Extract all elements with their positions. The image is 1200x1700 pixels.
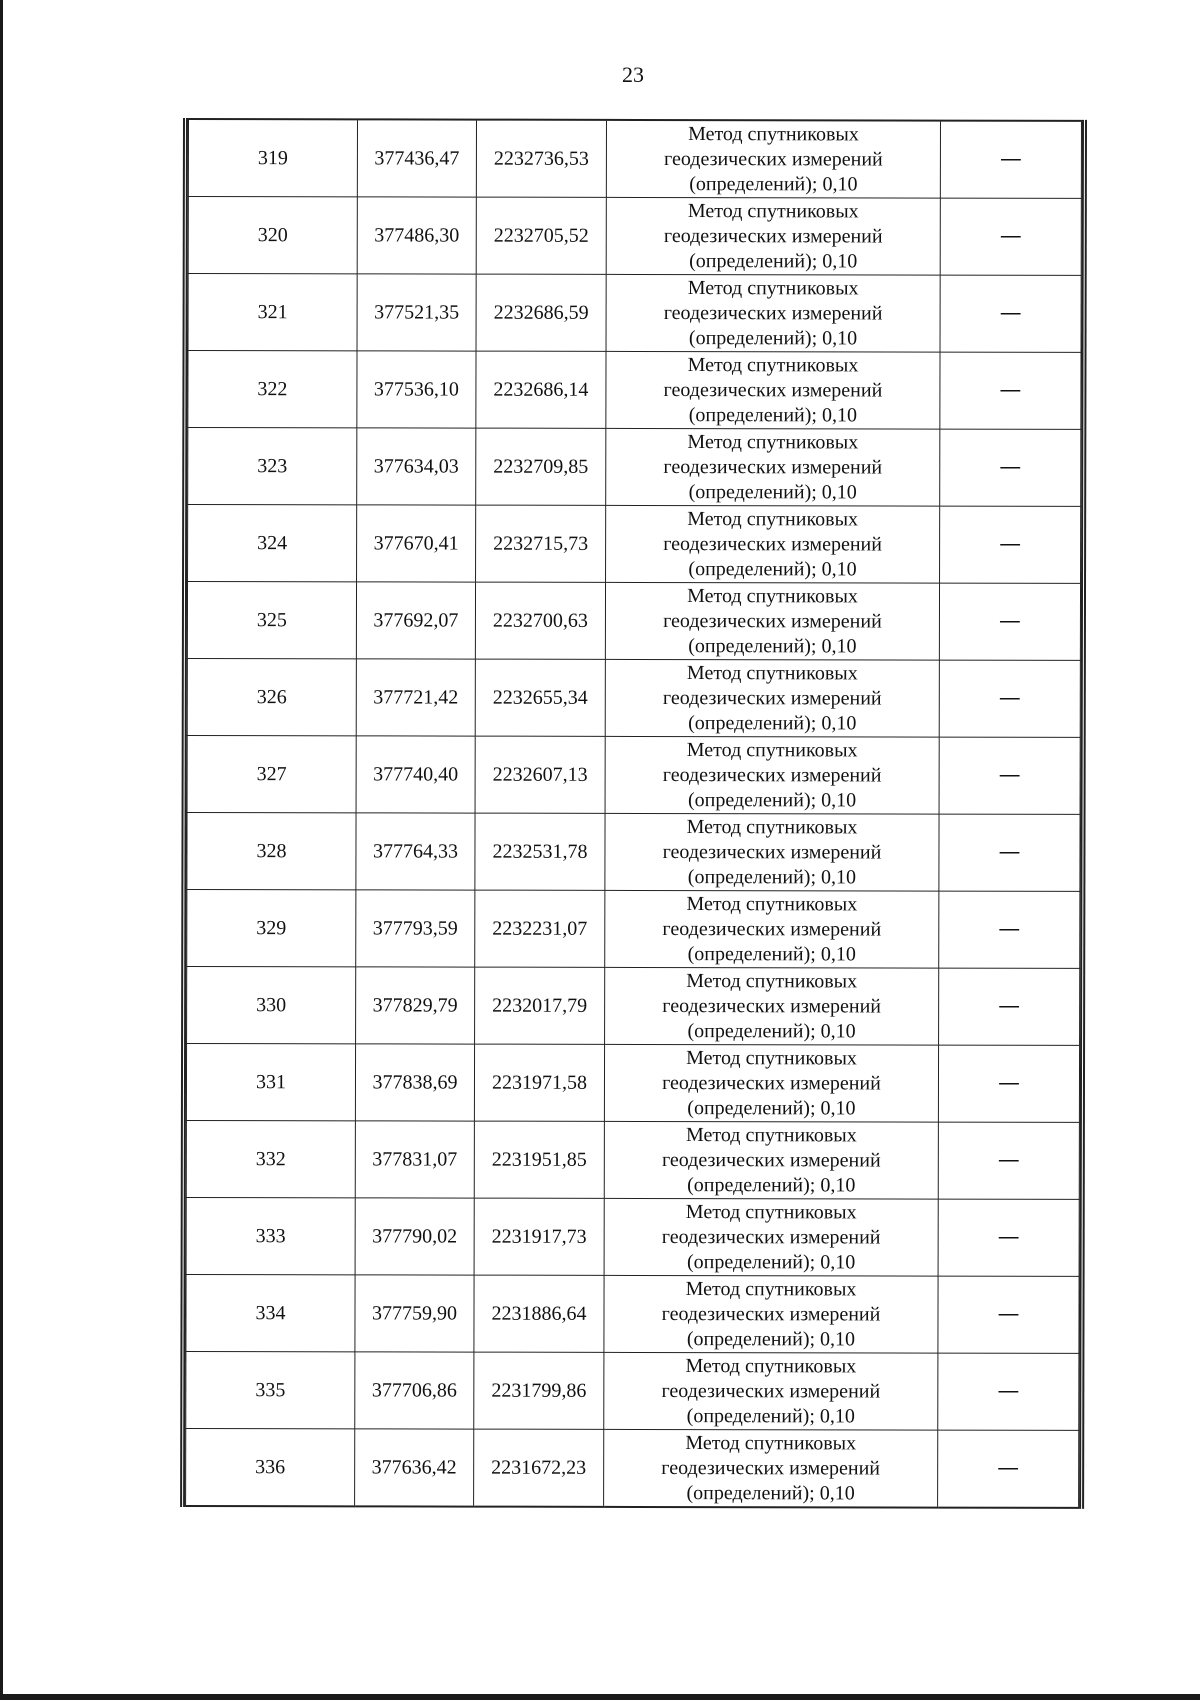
method-line: геодезических измерений (663, 532, 882, 555)
method-line: (определений); 0,10 (688, 403, 858, 426)
y-coordinate-cell: 2231886,64 (474, 1275, 604, 1352)
x-coordinate-cell: 377764,33 (356, 813, 475, 890)
x-coordinate-cell: 377486,30 (357, 197, 476, 274)
point-number-cell: 325 (187, 582, 356, 659)
dash-mark: — (999, 377, 1022, 403)
y-coordinate-cell: 2232715,73 (476, 505, 606, 582)
x-coordinate-cell: 377831,07 (355, 1121, 474, 1198)
method-line: (определений); 0,10 (688, 557, 857, 580)
method-cell (605, 890, 939, 968)
point-number-cell: 326 (187, 659, 356, 736)
method-cell (606, 351, 940, 429)
y-coordinate-cell: 2232709,85 (476, 428, 606, 505)
y-coordinate-cell: 2232705,52 (476, 197, 606, 274)
coordinates-table (185, 118, 1082, 1509)
method-line: геодезических измерений (662, 840, 882, 863)
dash-mark: — (997, 1224, 1020, 1250)
method-line: Метод спутниковых (686, 738, 858, 761)
dash-mark: — (998, 839, 1021, 865)
method-line: (определений); 0,10 (687, 788, 857, 811)
dash-mark: — (999, 300, 1022, 326)
note-cell (940, 121, 1081, 199)
y-coordinate-cell: 2231799,86 (474, 1352, 604, 1429)
method-line: геодезических измерений (662, 686, 882, 709)
x-coordinate-cell: 377793,59 (356, 890, 475, 967)
y-coordinate-cell: 2232231,07 (475, 890, 605, 967)
y-coordinate-cell: 2232655,34 (475, 659, 605, 736)
method-cell (604, 1044, 938, 1122)
note-cell (939, 583, 1080, 660)
table-row (186, 1198, 1079, 1277)
table-row (186, 1352, 1079, 1431)
point-number-cell: 330 (187, 967, 356, 1044)
dash-mark: — (999, 454, 1022, 480)
method-line: геодезических измерений (663, 224, 883, 247)
method-line: Метод спутниковых (686, 969, 858, 992)
x-coordinate-cell: 377670,41 (357, 505, 476, 582)
method-line: (определений); 0,10 (688, 480, 857, 503)
method-line: (определений); 0,10 (687, 865, 857, 888)
method-cell (606, 197, 940, 275)
note-cell (939, 891, 1080, 968)
y-coordinate-cell: 2232686,59 (476, 274, 606, 351)
note-cell (940, 275, 1081, 352)
table-row (186, 1121, 1079, 1200)
note-cell (938, 1122, 1079, 1199)
x-coordinate-cell: 377829,79 (356, 967, 475, 1044)
table-row (187, 659, 1080, 738)
point-number-cell: 329 (187, 890, 356, 967)
method-line: геодезических измерений (661, 1302, 881, 1325)
table-row (188, 274, 1081, 353)
method-line: Метод спутниковых (687, 507, 859, 530)
page-edge-bottom (0, 1694, 1200, 1700)
method-line: (определений); 0,10 (687, 1019, 856, 1042)
method-line: (определений); 0,10 (687, 1096, 856, 1119)
dash-mark: — (997, 1301, 1020, 1327)
point-number-cell: 324 (188, 505, 357, 582)
x-coordinate-cell: 377536,10 (357, 351, 476, 428)
method-line: Метод спутниковых (685, 1354, 857, 1377)
method-line: геодезических измерений (661, 1225, 881, 1248)
method-line: геодезических измерений (662, 1071, 881, 1094)
dash-mark: — (997, 1070, 1021, 1096)
dash-mark: — (999, 146, 1022, 172)
point-number-cell: 331 (186, 1044, 355, 1121)
table-row (187, 813, 1080, 892)
method-line: Метод спутниковых (685, 1431, 857, 1454)
table-row (187, 890, 1080, 969)
method-line: Метод спутниковых (685, 1123, 857, 1146)
point-number-cell: 332 (186, 1121, 355, 1198)
method-line: Метод спутниковых (686, 892, 858, 915)
dash-mark: — (998, 685, 1021, 711)
method-line: геодезических измерений (663, 378, 883, 401)
method-cell (604, 1275, 938, 1353)
table-row (187, 582, 1080, 661)
y-coordinate-cell: 2232607,13 (475, 736, 605, 813)
dash-mark: — (998, 916, 1021, 942)
x-coordinate-cell: 377436,47 (357, 119, 476, 197)
x-coordinate-cell: 377521,35 (357, 274, 476, 351)
x-coordinate-cell: 377721,42 (356, 659, 475, 736)
x-coordinate-cell: 377636,42 (355, 1429, 474, 1507)
note-cell (938, 1276, 1079, 1353)
method-line: Метод спутниковых (686, 815, 858, 838)
method-line: (определений); 0,10 (686, 1404, 855, 1427)
method-line: Метод спутниковых (687, 430, 859, 453)
dash-mark: — (997, 1455, 1020, 1481)
note-cell (938, 1430, 1079, 1508)
table-row (188, 428, 1081, 507)
y-coordinate-cell: 2232736,53 (476, 120, 606, 198)
table-row (188, 505, 1081, 584)
table-row (188, 351, 1081, 430)
method-cell (605, 967, 939, 1045)
coordinates-table-frame (180, 118, 1087, 1509)
point-number-cell: 334 (186, 1275, 355, 1352)
method-cell (606, 505, 940, 583)
method-cell (604, 1429, 938, 1507)
point-number-cell: 328 (187, 813, 356, 890)
method-line: Метод спутниковых (687, 199, 859, 222)
dash-mark: — (998, 993, 1021, 1019)
method-line: Метод спутниковых (687, 276, 859, 299)
point-number-cell: 333 (186, 1198, 355, 1275)
method-line: (определений); 0,10 (688, 634, 857, 657)
method-line: (определений); 0,10 (688, 711, 857, 734)
method-line: геодезических измерений (663, 301, 883, 324)
y-coordinate-cell: 2231971,58 (474, 1044, 604, 1121)
y-coordinate-cell: 2232531,78 (475, 813, 605, 890)
method-cell (604, 1198, 938, 1276)
method-cell (606, 428, 940, 506)
note-cell (939, 968, 1080, 1045)
method-line: геодезических измерений (662, 763, 882, 786)
y-coordinate-cell: 2231951,85 (474, 1121, 604, 1198)
note-cell (940, 506, 1081, 583)
table-row (187, 967, 1080, 1046)
page-edge-left (0, 0, 3, 1700)
point-number-cell: 319 (188, 119, 357, 197)
method-cell (604, 1121, 938, 1199)
method-line: геодезических измерений (661, 1456, 881, 1479)
dash-mark: — (997, 1147, 1020, 1173)
table-body (186, 119, 1082, 1508)
method-cell (605, 813, 939, 891)
table-row (186, 1429, 1079, 1508)
point-number-cell: 336 (186, 1429, 355, 1507)
method-line: геодезических измерений (663, 609, 882, 632)
dash-mark: — (998, 608, 1021, 634)
dash-mark: — (997, 1378, 1020, 1404)
table-row (187, 736, 1080, 815)
method-line: (определений); 0,10 (688, 326, 858, 349)
x-coordinate-cell: 377706,86 (355, 1352, 474, 1429)
method-line: геодезических измерений (661, 1379, 881, 1402)
point-number-cell: 322 (188, 351, 357, 428)
y-coordinate-cell: 2232017,79 (475, 967, 605, 1044)
method-cell (606, 274, 940, 352)
point-number-cell: 335 (186, 1352, 355, 1429)
point-number-cell: 327 (187, 736, 356, 813)
method-line: геодезических измерений (662, 917, 882, 940)
x-coordinate-cell: 377838,69 (355, 1044, 474, 1121)
method-line: (определений); 0,10 (689, 172, 858, 195)
note-cell (938, 1045, 1079, 1122)
y-coordinate-cell: 2232700,63 (475, 582, 605, 659)
note-cell (939, 737, 1080, 814)
note-cell (940, 429, 1081, 506)
y-coordinate-cell: 2231917,73 (474, 1198, 604, 1275)
y-coordinate-cell: 2232686,14 (476, 351, 606, 428)
method-line: Метод спутниковых (686, 661, 858, 684)
note-cell (939, 814, 1080, 891)
method-line: (определений); 0,10 (686, 1327, 856, 1350)
method-line: Метод спутниковых (685, 1200, 857, 1223)
page-number: 23 (622, 62, 644, 87)
method-line: геодезических измерений (662, 994, 882, 1017)
method-cell (604, 1352, 938, 1430)
method-line: геодезических измерений (661, 1148, 881, 1171)
method-line: Метод спутниковых (688, 122, 859, 145)
dash-mark: — (999, 531, 1022, 557)
y-coordinate-cell: 2231672,23 (474, 1429, 604, 1507)
method-line: (определений); 0,10 (686, 1481, 855, 1504)
method-line: Метод спутниковых (687, 353, 859, 376)
note-cell (938, 1353, 1079, 1430)
table-row (186, 1044, 1079, 1123)
note-cell (939, 660, 1080, 737)
x-coordinate-cell: 377692,07 (356, 582, 475, 659)
point-number-cell: 321 (188, 274, 357, 351)
note-cell (938, 1199, 1079, 1276)
dash-mark: — (999, 223, 1022, 249)
x-coordinate-cell: 377790,02 (355, 1198, 474, 1275)
method-line: Метод спутниковых (686, 1046, 857, 1069)
dash-mark: — (998, 762, 1021, 788)
x-coordinate-cell: 377759,90 (355, 1275, 474, 1352)
method-cell (606, 120, 940, 198)
method-line: (определений); 0,10 (687, 1173, 856, 1196)
note-cell (940, 198, 1081, 275)
table-row (188, 119, 1081, 198)
method-cell (605, 736, 939, 814)
x-coordinate-cell: 377740,40 (356, 736, 475, 813)
method-line: (определений); 0,10 (686, 1250, 856, 1273)
method-line: геодезических измерений (663, 455, 883, 478)
point-number-cell: 320 (188, 197, 357, 274)
note-cell (940, 352, 1081, 429)
point-number-cell: 323 (188, 428, 357, 505)
method-cell (605, 659, 939, 737)
table-row (188, 197, 1081, 276)
method-line: Метод спутниковых (687, 584, 858, 607)
table-row (186, 1275, 1079, 1354)
method-line: геодезических измерений (664, 147, 883, 170)
method-cell (605, 582, 939, 660)
method-line: (определений); 0,10 (687, 942, 856, 965)
x-coordinate-cell: 377634,03 (357, 428, 476, 505)
method-line: (определений); 0,10 (689, 249, 858, 272)
method-line: Метод спутниковых (685, 1277, 857, 1300)
